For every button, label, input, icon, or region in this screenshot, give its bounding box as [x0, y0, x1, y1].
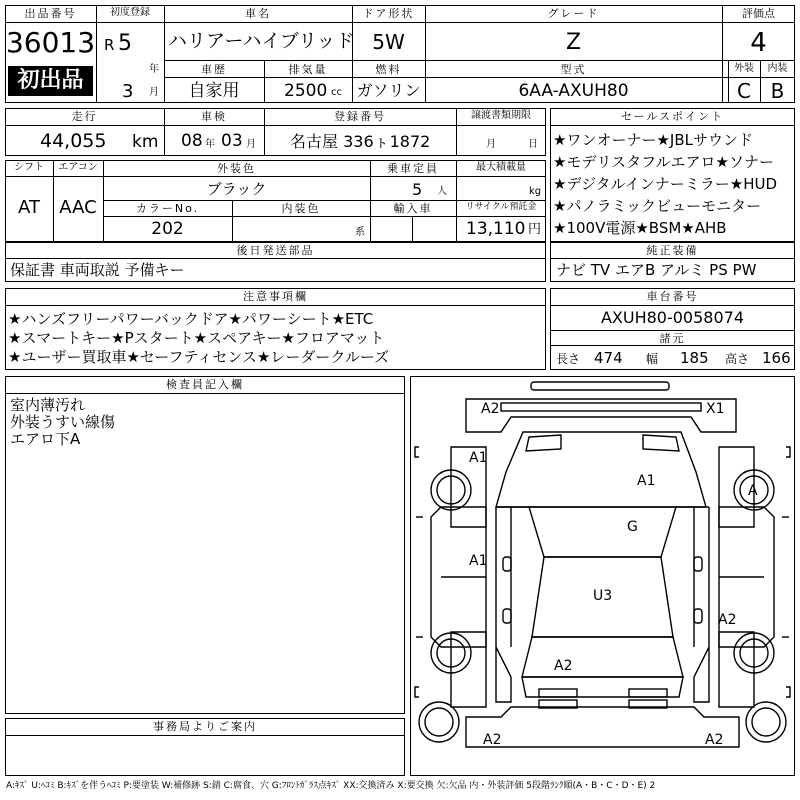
registration-number-label: 登録番号 — [334, 110, 386, 123]
year-unit: 年 — [149, 64, 159, 75]
interior-color-label: 内装色 — [281, 202, 321, 215]
interior-label: 内装 — [767, 63, 788, 74]
later-parts: 保証書 車両取説 予備キー — [10, 261, 185, 279]
car-name: ハリアーハイブリッド — [168, 30, 355, 52]
registration-year: 5 — [118, 31, 132, 56]
note-line: ★ハンズフリーパワーバックドア★パワーシート★ETC — [8, 310, 374, 328]
capacity-unit: 人 — [437, 186, 447, 197]
registration-number: 名古屋 336ㇳ1872 — [290, 132, 431, 151]
color-number-label: カラーNo. — [135, 202, 200, 215]
transfer-docs-label: 譲渡書類期限 — [471, 110, 531, 121]
sales-point-line: ★ワンオーナー★JBLサウンド — [553, 131, 753, 149]
inspector-note-line: エアロ下A — [10, 430, 81, 448]
height-label: 高さ — [725, 352, 750, 366]
mark-windshield: G — [627, 519, 638, 535]
car-diagram — [410, 376, 795, 776]
inspector-label: 検査員記入欄 — [166, 378, 244, 391]
chassis-number: AXUH80-0058074 — [600, 308, 745, 327]
transfer-day-unit: 日 — [528, 139, 538, 150]
exterior-grade: C — [737, 79, 751, 103]
mark-trunk-area: A2 — [554, 658, 573, 674]
mark-right-rear-door: A2 — [718, 612, 737, 628]
recycle-deposit: 13,110 — [466, 219, 526, 239]
mark-right-front-wheel: A — [748, 483, 758, 499]
interior-grade: B — [770, 79, 785, 103]
car-name-label: 車名 — [245, 7, 271, 20]
transfer-month-unit: 月 — [486, 139, 496, 150]
fuel-label: 燃料 — [375, 63, 402, 76]
inspection-year-unit: 年 — [205, 139, 215, 150]
lot-number-label: 出品番号 — [24, 7, 77, 20]
notes-label: 注意事項欄 — [243, 290, 308, 303]
color-label: 外装色 — [217, 162, 256, 175]
ac: AAC — [59, 197, 97, 218]
fuel: ガソリン — [356, 81, 421, 100]
recycle-label: リサイクル預託金 — [465, 202, 537, 212]
inspection-month-unit: 月 — [246, 139, 256, 150]
door-type-label: ドア形状 — [362, 7, 415, 20]
recycle-unit: 円 — [528, 222, 542, 237]
import-label: 輸入車 — [393, 202, 433, 215]
first-registration-label: 初度登録 — [110, 7, 150, 18]
note-line: ★ユーザー買取車★セーフティセンス★レーダークルーズ — [8, 348, 390, 366]
capacity: 5 — [412, 180, 423, 199]
sales-point-line: ★パノラミックビューモニター — [553, 197, 762, 215]
inspection-label: 車検 — [201, 110, 227, 123]
genuine-equipment-label: 純正装備 — [646, 244, 699, 257]
displacement: 2500 — [284, 81, 328, 101]
score: 4 — [750, 28, 767, 58]
month-unit: 月 — [149, 87, 159, 98]
lot-number: 36013 — [5, 26, 96, 59]
mileage: 44,055 — [40, 130, 107, 152]
mark-hood: A1 — [637, 473, 656, 489]
width-label: 幅 — [646, 352, 659, 366]
mark-rear-left: A2 — [483, 732, 502, 748]
shift: AT — [18, 197, 40, 218]
score-label: 評価点 — [742, 7, 775, 20]
exterior-label: 外装 — [734, 63, 754, 74]
inspector-note-line: 外装うすい線傷 — [10, 413, 116, 431]
note-line: ★スマートキー★Pスタート★スペアキー★フロアマット — [8, 329, 385, 347]
sales-points-label: セールスポイント — [620, 110, 724, 123]
km-unit: km — [132, 132, 159, 152]
office-label: 事務局よりご案内 — [153, 720, 257, 733]
legend: A:ｷｽﾞ U:ﾍｺﾐ B:ｷｽﾞを伴うﾍｺﾐ P:要塗装 W:補修跡 S:錆 C:腐食、穴 G:ﾌﾛﾝﾄｶﾞﾗｽ点ｷｽﾞ XX:交換済み X:要交換 欠:欠品 内・外装評価 5段階ﾗﾝｸ順(A・B・C・D・E) 2 — [6, 781, 656, 791]
history: 自家用 — [188, 81, 240, 101]
color-number: 202 — [151, 219, 184, 239]
sales-point-line: ★100V電源★BSM★AHB — [553, 219, 727, 237]
door-type: 5W — [372, 30, 405, 54]
mark-rear-right: A2 — [705, 732, 724, 748]
sales-points-list — [553, 129, 795, 239]
mark-left-front-fender: A1 — [469, 450, 488, 466]
capacity-label: 乗車定員 — [387, 162, 439, 175]
grade-label: グレード — [547, 7, 600, 20]
grade: Z — [565, 30, 582, 55]
inspection-year: 08 — [181, 131, 203, 151]
color: ブラック — [206, 180, 267, 198]
mark-left-front-door: A1 — [469, 553, 488, 569]
length-label: 長さ — [556, 352, 581, 366]
length: 474 — [594, 349, 623, 367]
era-letter: R — [104, 36, 115, 54]
model-label: 型式 — [560, 63, 587, 76]
later-parts-label: 後日発送部品 — [236, 244, 315, 257]
genuine-equipment: ナビ TV エアB アルミ PS PW — [556, 261, 757, 279]
ac-label: エアコン — [58, 162, 98, 173]
registration-month: 3 — [122, 81, 134, 102]
mark-front-left: A2 — [481, 401, 500, 417]
width: 185 — [680, 349, 709, 367]
inspector-notes — [10, 397, 400, 448]
car-outline-svg — [411, 377, 794, 775]
first-listing-badge: 初出品 — [8, 66, 93, 96]
chassis-label: 車台番号 — [646, 290, 699, 303]
inspector-note-line: 室内薄汚れ — [10, 396, 86, 414]
history-label: 車歴 — [201, 63, 227, 76]
max-load-unit: kg — [529, 186, 542, 197]
sales-point-line: ★モデリスタフルエアロ★ソナー — [553, 153, 774, 171]
height: 166 — [762, 349, 791, 367]
mileage-label: 走行 — [71, 110, 98, 123]
mark-roof: U3 — [593, 588, 613, 604]
cc-unit: cc — [331, 87, 342, 98]
dimensions-label: 諸元 — [659, 332, 686, 345]
interior-color-suffix: 系 — [355, 227, 365, 238]
inspection-month: 03 — [221, 131, 243, 151]
displacement-label: 排気量 — [288, 63, 328, 76]
shift-label: シフト — [14, 162, 44, 173]
max-load-label: 最大積載量 — [476, 162, 526, 173]
sales-point-line: ★デジタルインナーミラー★HUD — [553, 175, 778, 193]
notes-list — [8, 310, 543, 367]
mark-front-right: X1 — [706, 401, 725, 417]
model-code: 6AA-AXUH80 — [518, 81, 629, 101]
